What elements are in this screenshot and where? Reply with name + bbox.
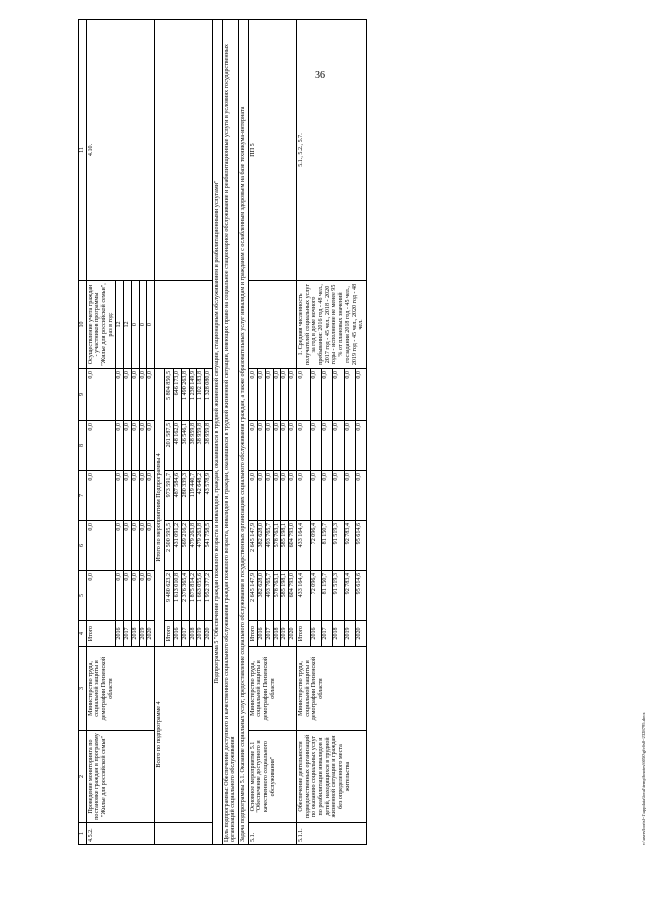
year: 2019 (281, 621, 289, 647)
year: 2020 (205, 621, 213, 647)
year-value: 43 578,9 (205, 471, 213, 521)
year-value: 0,0 (116, 471, 124, 521)
total-value: 201 587,5 (164, 421, 174, 471)
year-value: 578 763,1 (273, 571, 281, 621)
year-value: 1 238 149,9 (189, 369, 197, 421)
year-value: 493 765,7 (266, 521, 274, 571)
year: 2016 (258, 621, 266, 647)
year-value: 0,0 (124, 369, 132, 421)
executor: Министерство труда, социальной защиты и демографии Пензенской области (296, 647, 366, 731)
year-value: 0,0 (124, 571, 132, 621)
table-row (248, 20, 258, 845)
table-row (238, 20, 248, 845)
total-value: 433 164,4 (296, 521, 310, 571)
year-value: 0,0 (147, 421, 155, 471)
total-value: 0,0 (86, 521, 116, 571)
year-value: 0,0 (116, 369, 124, 421)
indicator (248, 281, 296, 369)
code: ПП 5 (248, 20, 296, 281)
total-value: 0,0 (296, 471, 310, 521)
total-value: 2 500 595,5 (164, 521, 174, 571)
year-value: 479 263,8 (189, 521, 197, 571)
year-value: 0,0 (266, 471, 274, 521)
year-value: 119 440,7 (189, 471, 197, 521)
year-value: 92 783,4 (344, 571, 355, 621)
year: 2020 (147, 621, 155, 647)
year: 2020 (289, 621, 297, 647)
year-value: 72 096,4 (310, 521, 321, 571)
year: 2018 (131, 621, 139, 647)
year-value: 0,0 (266, 421, 274, 471)
year: 2018 (273, 621, 281, 647)
year-value: 81 150,7 (322, 571, 333, 621)
year-value: 0,0 (116, 521, 124, 571)
row-number: 5.1.1. (296, 823, 366, 845)
year: 2017 (266, 621, 274, 647)
year-value: 81 150,7 (322, 521, 333, 571)
year-value: 0,0 (310, 421, 321, 471)
year-value: 0,0 (333, 471, 344, 521)
table-row (86, 20, 116, 845)
total-value: 0,0 (296, 421, 310, 471)
year-value: 280 339,3 (182, 471, 190, 521)
total-value: 0,0 (248, 421, 258, 471)
year-value: 1 490 263,8 (182, 369, 190, 421)
sub5-goal: Цель подпрограммы: Обеспечение доступного и качественного социального обслуживания граждан пожилого возраста, инвалидов и граждан, оказавшихся в трудной жизненной ситуации, имеющих право на социальное стационарное обслуживание и реабилитационные услуги в условиях государственных организаций социального обслуживания (222, 20, 238, 845)
total-value: 0,0 (296, 369, 310, 421)
year-value: 578 763,1 (273, 521, 281, 571)
sub4-title: Итого по мероприятиям Подпрограммы 4 (154, 369, 164, 647)
year-value: 0,0 (289, 421, 297, 471)
year-value: 0,0 (131, 521, 139, 571)
year-value: 0,0 (281, 471, 289, 521)
total-value: 0,0 (86, 421, 116, 471)
year-value: 0,0 (344, 421, 355, 471)
year-value: 0,0 (147, 471, 155, 521)
year-value: 0,0 (344, 369, 355, 421)
year-value: 585 198,1 (281, 571, 289, 621)
year-value: 38 959,8 (197, 421, 205, 471)
year-value: 0,0 (139, 369, 147, 421)
year-value: 1 102 183,8 (197, 369, 205, 421)
year-value: 0,0 (116, 571, 124, 621)
rotated-table-page (78, 20, 646, 845)
year-value: 382 628,0 (258, 571, 266, 621)
year: 2017 (322, 621, 333, 647)
year-value: 0,0 (281, 369, 289, 421)
indicator-value: 12 (124, 281, 132, 369)
year-value: 0,0 (289, 471, 297, 521)
year-value: 0,0 (266, 369, 274, 421)
year-value: 0,0 (355, 369, 366, 421)
year-value: 42 648,2 (197, 471, 205, 521)
header-cell: 2 (79, 731, 87, 823)
header-cell: 8 (79, 421, 87, 471)
header-cell: 4 (79, 621, 87, 647)
year-value: 604 793,0 (289, 521, 297, 571)
year: 2018 (333, 621, 344, 647)
header-cell: 3 (79, 647, 87, 731)
year-value: 0,0 (322, 471, 333, 521)
year-value: 0,0 (355, 471, 366, 521)
year-value: 585 198,1 (281, 521, 289, 571)
total-value: 0,0 (86, 571, 116, 621)
year: 2017 (124, 621, 132, 647)
year: 2016 (310, 621, 321, 647)
year: 2016 (116, 621, 124, 647)
year-value: 0,0 (289, 369, 297, 421)
year-value: 0,0 (258, 421, 266, 471)
year: 2019 (344, 621, 355, 647)
year-value: 1 875 814,2 (189, 571, 197, 621)
year-value: 38 959,8 (189, 421, 197, 471)
header-cell: 9 (79, 369, 87, 421)
year-value: 1 663 055,6 (197, 571, 205, 621)
indicator-value: 0 (147, 281, 155, 369)
year-value: 1 328 080,0 (205, 369, 213, 421)
year-value: 0,0 (116, 421, 124, 471)
year-value: 91 519,3 (333, 521, 344, 571)
total-value: 0,0 (248, 369, 258, 421)
year-value: 0,0 (124, 421, 132, 471)
year-value: 0,0 (131, 471, 139, 521)
year-value: 493 765,7 (266, 571, 274, 621)
total-value: 5 804 850,5 (164, 369, 174, 421)
year-value: 0,0 (333, 369, 344, 421)
year-value: 0,0 (273, 421, 281, 471)
year-value: 541 758,5 (205, 521, 213, 571)
year-value: 2 376 365,4 (182, 571, 190, 621)
total-value: 0,0 (248, 471, 258, 521)
year: 2017 (182, 621, 190, 647)
year-value: 0,0 (139, 521, 147, 571)
year-value: 0,0 (258, 369, 266, 421)
year-value: 0,0 (147, 571, 155, 621)
indicator-value: 0 (131, 281, 139, 369)
year: 2016 (174, 621, 182, 647)
indicator-value: 0 (139, 281, 147, 369)
year-value: 36 546,1 (182, 421, 190, 471)
year-value: 92 783,4 (344, 521, 355, 571)
year-value: 0,0 (139, 421, 147, 471)
table-row (296, 20, 310, 845)
year-value: 91 519,3 (333, 571, 344, 621)
header-cell: 7 (79, 471, 87, 521)
year-value: 0,0 (131, 369, 139, 421)
year-value: 1 952 377,2 (205, 571, 213, 621)
year-value: 38 959,8 (205, 421, 213, 471)
activity-name: Обеспечение деятельности подведомственных организаций по оказанию социальных услуг по реабилитации инвалидов и детей, находящихся в трудной жизненной ситуации и граждан без определенного места жительства (296, 731, 366, 823)
year-value: 0,0 (147, 369, 155, 421)
year-value: 0,0 (258, 471, 266, 521)
total-value: 9 480 623,2 (164, 571, 174, 621)
sub5-task: Задача подпрограммы 5.1. Оказание социальных услуг, предоставление социального обслуживания в государственных организациях социального обслуживания граждан, а также образовательных услуг инвалидам и гражданам с ослабленным здоровьем на базе техникума-интерната (238, 20, 248, 845)
year-value: 431 091,2 (174, 521, 182, 571)
header-cell: 6 (79, 521, 87, 571)
year-value: 0,0 (273, 471, 281, 521)
year-value: 0,0 (131, 421, 139, 471)
year-value: 604 793,0 (289, 571, 297, 621)
activity-name: Проведение мониторинга по постановке граждан в программу "Жилье для российской семьи" (86, 731, 154, 823)
header-cell: 11 (79, 20, 87, 281)
header-cell: 1 (79, 823, 87, 845)
executor: Министерство труда, социальной защиты и демографии Пензенской области (248, 647, 296, 731)
year-value: 0,0 (131, 571, 139, 621)
total-label: Итого (296, 621, 310, 647)
year-value: 1 613 010,8 (174, 571, 182, 621)
executor: Министерство труда, социальной защиты и демографии Пензенской области (86, 647, 154, 731)
sub5-title: Подпрограмма 5 "Обеспечение граждан пожилого возраста и инвалидов, граждан, оказавшихся в трудной жизненной ситуации, стационарным обслуживанием и реабилитационными услугами" (212, 20, 222, 845)
row-number: 5.1. (248, 823, 296, 845)
blank-cell (154, 20, 212, 281)
footer-file-path: c:\users\borisl~1\appdata\local\temp\bnotes\6050\gfc6s8~2328795.docx (640, 712, 646, 845)
year-value: 646 173,0 (174, 369, 182, 421)
sub4-total-label: Всего по подпрограмме 4 (154, 647, 212, 823)
blank-cell (154, 281, 212, 369)
year-value: 0,0 (322, 421, 333, 471)
total-value: 2 645 147,9 (248, 521, 258, 571)
indicator: Осуществление учета граждан - участников программы "Жилье для российской семьи", раз в год: (86, 281, 116, 369)
table-row (222, 20, 238, 845)
year-value: 0,0 (139, 571, 147, 621)
year: 2019 (197, 621, 205, 647)
total-value: 0,0 (86, 369, 116, 421)
year-value: 72 096,4 (310, 571, 321, 621)
program-table (78, 19, 367, 845)
year-value: 0,0 (124, 521, 132, 571)
total-label: Итого (164, 621, 174, 647)
header-cell: 5 (79, 571, 87, 621)
year-value: 479 263,8 (197, 521, 205, 571)
year-value: 95 614,6 (355, 571, 366, 621)
indicator-value: 12 (116, 281, 124, 369)
activity-name: Основное мероприятие 5.1 "Обеспечение доступного и качественного социального обслуживания" (248, 731, 296, 823)
table-body (79, 20, 367, 845)
year: 2019 (139, 621, 147, 647)
indicator: 1. Средняя численность получателей социальных услуг за год в доме ночного пребывания: 2016 год - 48 чел., 2017 год - 45 чел., 2018 - 2020 годы - исполнение не менее 95 % от плановых значений госзадания 2018 год - 45 чел., 2019 год - 45 чел., 2020 год - 48 чел. (296, 281, 366, 369)
header-cell: 10 (79, 281, 87, 369)
total-value: 0,0 (86, 471, 116, 521)
total-value: 433 164,4 (296, 571, 310, 621)
total-value: 973 591,7 (164, 471, 174, 521)
blank-cell (154, 823, 212, 845)
total-label: Итого (248, 621, 258, 647)
year-value: 0,0 (139, 471, 147, 521)
year-value: 0,0 (281, 421, 289, 471)
total-label: Итого (86, 621, 116, 647)
header-row (79, 20, 87, 845)
year: 2018 (189, 621, 197, 647)
year-value: 0,0 (310, 471, 321, 521)
table-row (212, 20, 222, 845)
year-value: 487 584,6 (174, 471, 182, 521)
year-value: 0,0 (147, 521, 155, 571)
year-value: 0,0 (333, 421, 344, 471)
code: 5.1., 5.2., 5.7. (296, 20, 366, 281)
year: 2020 (355, 621, 366, 647)
year-value: 0,0 (344, 471, 355, 521)
year-value: 569 216,2 (182, 521, 190, 571)
total-value: 2 645 147,9 (248, 571, 258, 621)
year-value: 382 628,0 (258, 521, 266, 571)
table-row (154, 20, 164, 845)
code: 4.10. (86, 20, 154, 281)
page-number: 36 (315, 70, 325, 81)
year-value: 0,0 (355, 421, 366, 471)
year-value: 48 162,0 (174, 421, 182, 471)
year-value: 0,0 (322, 369, 333, 421)
year-value: 95 614,6 (355, 521, 366, 571)
row-number: 4.5.2. (86, 823, 154, 845)
year-value: 0,0 (124, 471, 132, 521)
year-value: 0,0 (310, 369, 321, 421)
year-value: 0,0 (273, 369, 281, 421)
